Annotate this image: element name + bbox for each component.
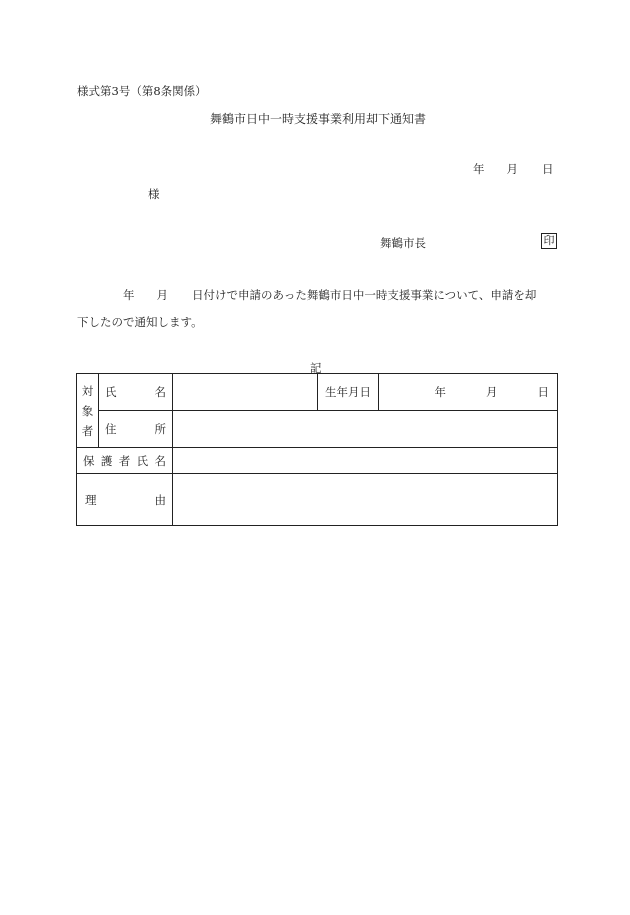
notice-body [77, 282, 557, 336]
details-table [76, 373, 558, 526]
birth-day: 日 [537, 385, 549, 399]
name-label-char-1: 氏 [105, 385, 117, 399]
issue-date-month: 月 [506, 162, 518, 176]
guardian-label-char-3: 者 [118, 453, 131, 468]
guardian-label-char-2: 護 [100, 453, 113, 468]
guardian-name-label [77, 448, 173, 474]
guardian-label-char-4: 氏 [136, 453, 149, 468]
birth-month: 月 [486, 385, 498, 399]
document-title: 舞鶴市日中一時支援事業利用却下通知書 [210, 112, 427, 126]
issue-date-year: 年 [473, 162, 485, 176]
reason-label [77, 474, 173, 526]
issue-date [473, 161, 554, 177]
guardian-label-char-1: 保 [83, 453, 95, 468]
subject-char-2: 象 [81, 403, 94, 418]
name-label [99, 374, 173, 411]
subject-char-3: 者 [81, 423, 94, 438]
table-row-name [77, 374, 558, 411]
address-label-char-2: 所 [154, 422, 166, 436]
name-label-char-2: 名 [154, 385, 166, 399]
issue-date-day: 日 [542, 162, 554, 176]
address-label [99, 411, 173, 448]
address-label-char-1: 住 [105, 422, 117, 436]
birth-date-value[interactable] [379, 374, 558, 411]
name-value[interactable] [173, 374, 318, 411]
guardian-name-value[interactable] [173, 448, 558, 474]
form-number: 様式第3号（第8条関係） [77, 84, 207, 98]
body-line1: 日付けで申請のあった舞鶴市日中一時支援事業について、申請を却 [192, 288, 537, 302]
subject-label [77, 374, 99, 448]
body-month: 月 [156, 288, 168, 302]
addressee-suffix: 様 [148, 187, 160, 201]
reason-label-char-1: 理 [85, 492, 97, 507]
body-line2: 下したので通知します。 [77, 315, 203, 329]
table-row-address [77, 411, 558, 448]
table-row-reason [77, 474, 558, 526]
reason-value[interactable] [173, 474, 558, 526]
ki-heading: 記 [310, 361, 322, 375]
body-year: 年 [123, 288, 135, 302]
reason-label-char-2: 由 [154, 492, 166, 507]
seal-mark: 印 [541, 233, 557, 249]
issuer-name: 舞鶴市長 [380, 236, 426, 250]
birth-year: 年 [434, 385, 446, 399]
guardian-label-char-5: 名 [154, 453, 166, 468]
birth-date-label: 生年月日 [318, 374, 379, 411]
address-value[interactable] [173, 411, 558, 448]
table-row-guardian [77, 448, 558, 474]
subject-char-1: 対 [81, 383, 94, 398]
